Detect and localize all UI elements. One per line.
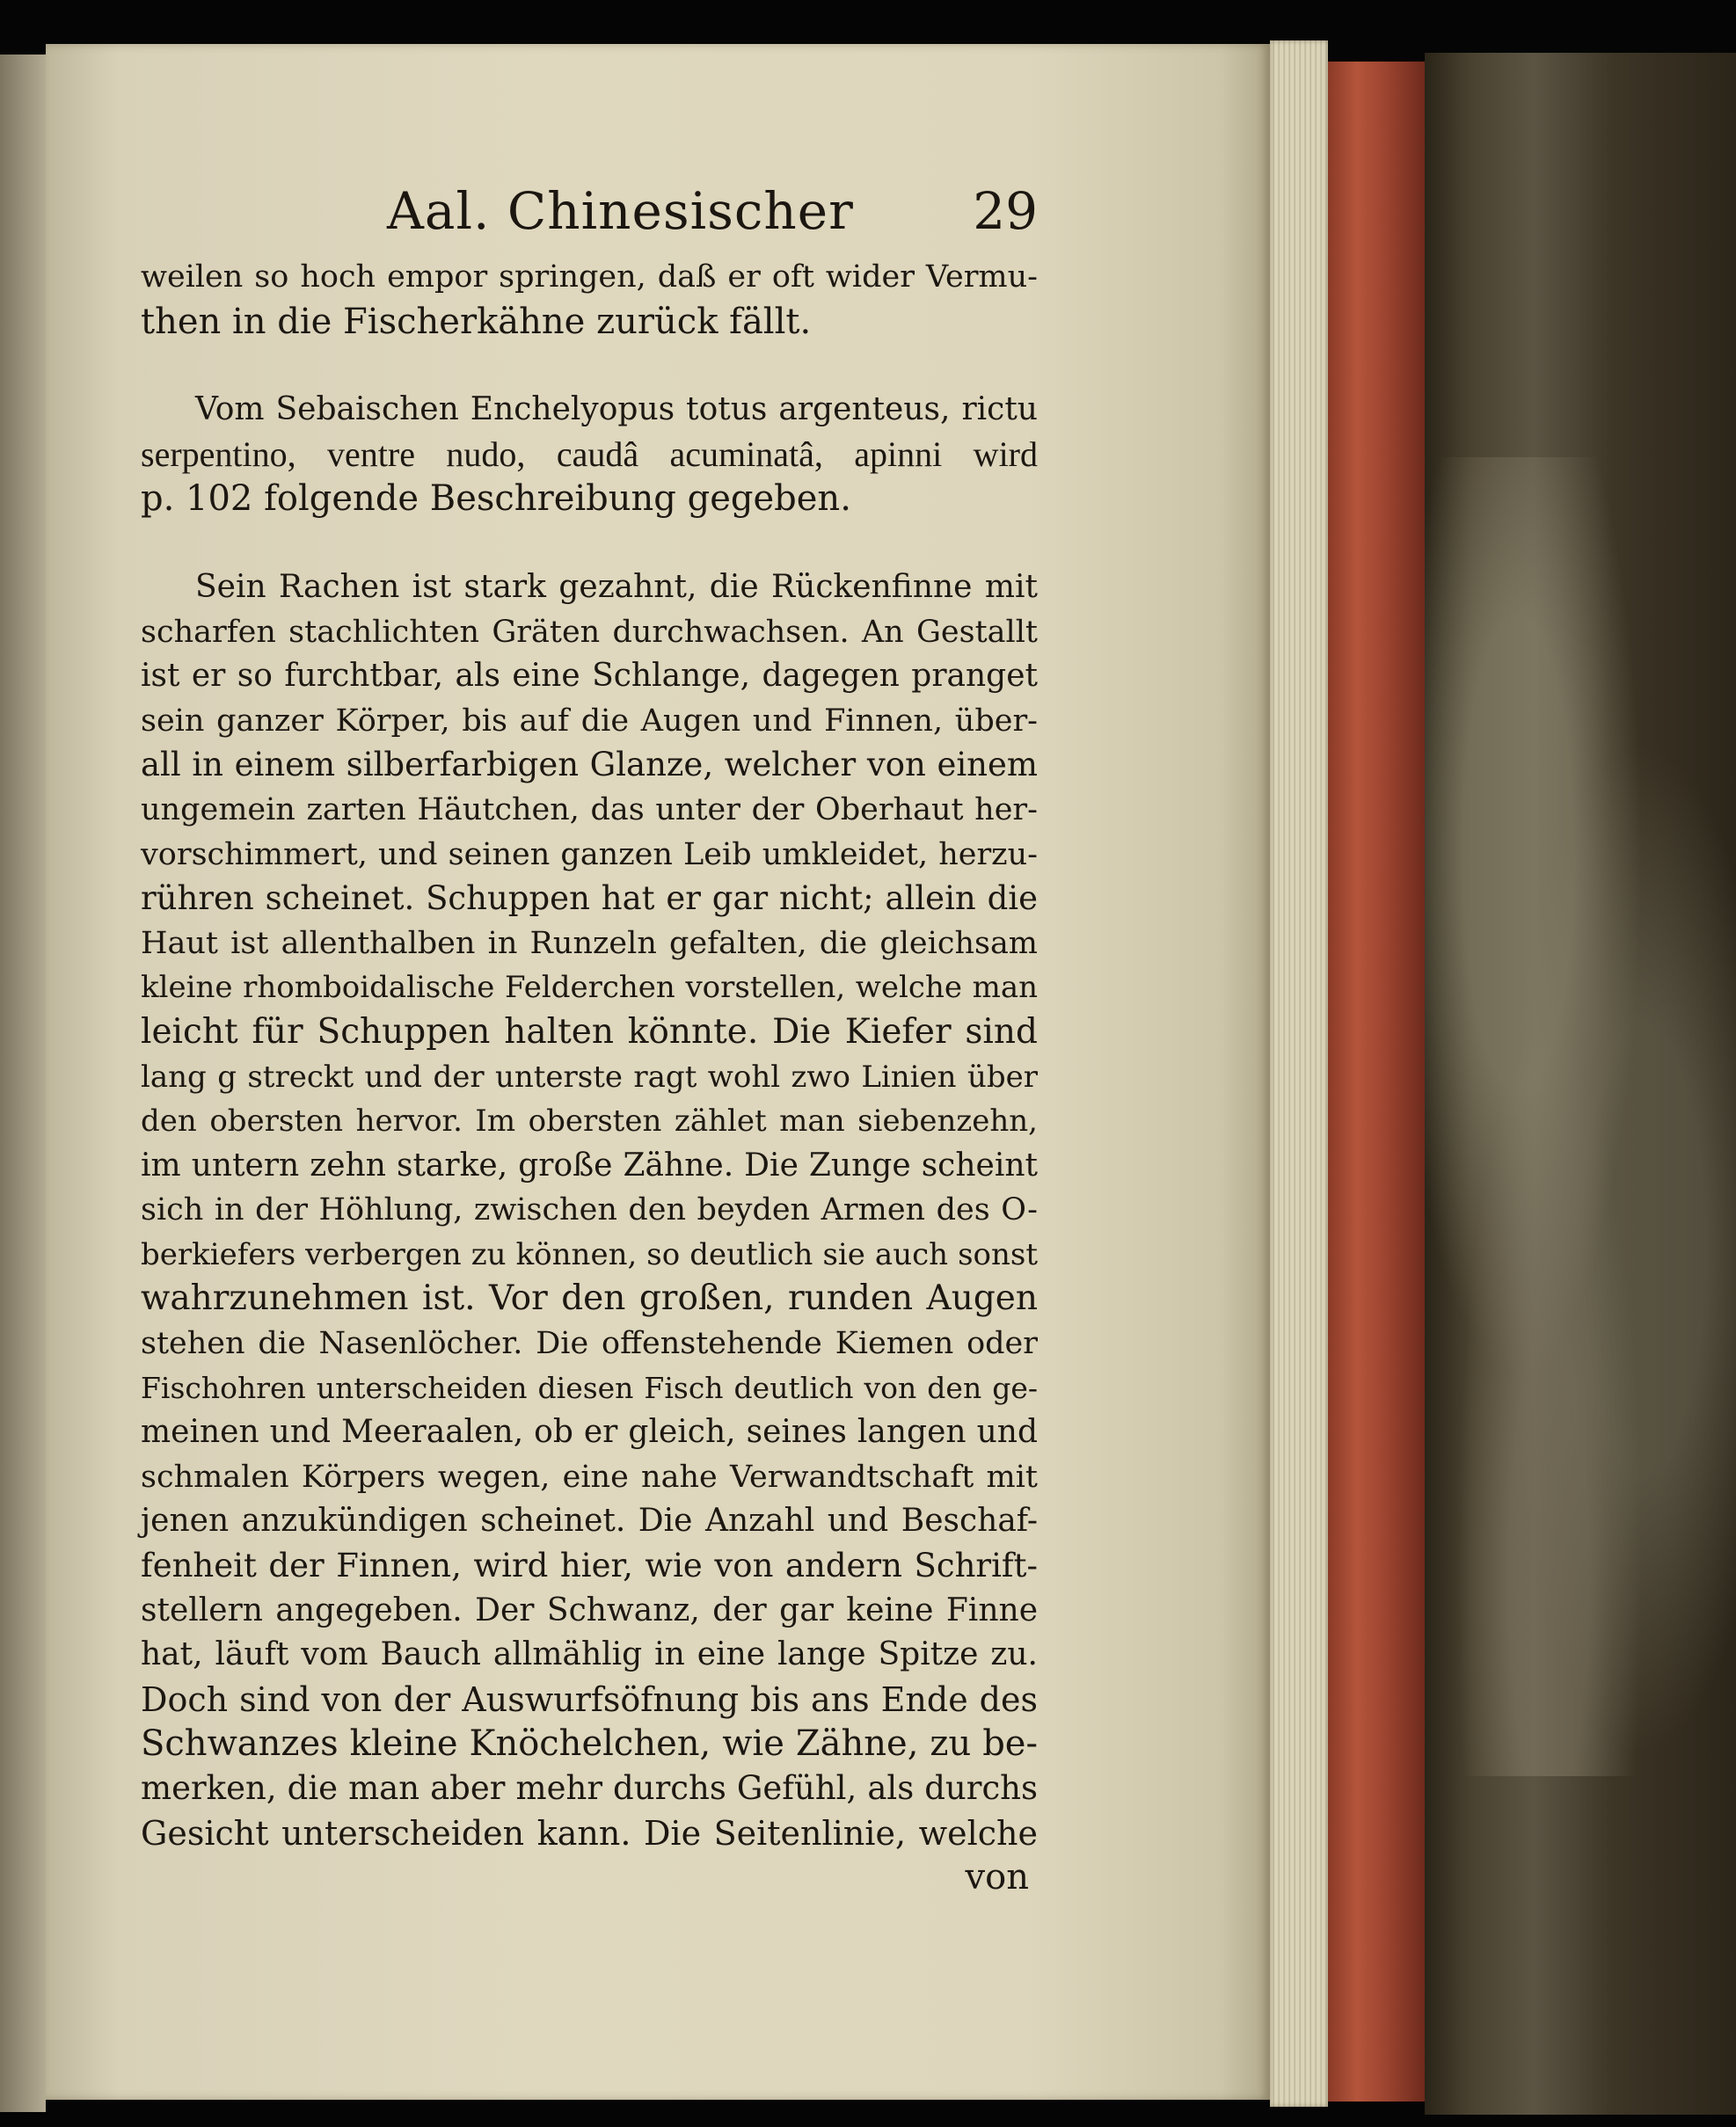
facing-page-edge [0, 55, 46, 2112]
text-line: kleine rhomboidalische Felderchen vorstellen, welche man [141, 970, 1038, 1006]
running-title: Aal. Chinesischer [387, 181, 854, 241]
text-line: schmalen Körpers wegen, eine nahe Verwandtschaft mit [141, 1459, 1038, 1495]
text-line: Haut ist allenthalben in Runzeln gefalten, die gleichsam [141, 925, 1038, 961]
text-line: scharfen stachlichten Gräten durchwachsen. An Gestallt [141, 614, 1038, 650]
text-line: merken, die man aber mehr durchs Gefühl, als durchs [141, 1769, 1038, 1807]
body-text [141, 255, 1038, 1900]
marbled-cover-paper [1425, 457, 1736, 1776]
text-line: all in einem silberfarbigen Glanze, welcher von einem [141, 746, 1038, 784]
text-line: meinen und Meeraalen, ob er gleich, seines langen und [141, 1414, 1038, 1451]
text-line: leicht für Schuppen halten könnte. Die Kiefer sind [141, 1011, 1038, 1052]
text-line: ungemein zarten Häutchen, das unter der Oberhaut her- [141, 791, 1038, 827]
text-line: ist er so furchtbar, als eine Schlange, dagegen pranget [141, 658, 1038, 695]
text-line: im untern zehn starke, große Zähne. Die Zunge scheint [141, 1147, 1038, 1184]
text-line: stellern angegeben. Der Schwanz, der gar keine Finne [141, 1592, 1038, 1628]
catchword: von [965, 1857, 1029, 1898]
text-line: serpentino, ventre nudo, caudâ acuminatâ, apinni wird [141, 433, 1038, 474]
text-line: den obersten hervor. Im obersten zählet man siebenzehn, [141, 1104, 1038, 1140]
text-line: wahrzunehmen ist. Vor den großen, runden Augen [141, 1278, 1038, 1319]
text-line: sich in der Höhlung, zwischen den beyden Armen des O- [141, 1192, 1038, 1228]
text-line: Schwanzes kleine Knöchelchen, wie Zähne, zu be- [141, 1723, 1038, 1765]
page-header [132, 171, 1038, 251]
text-line: Sein Rachen ist stark gezahnt, die Rückenfinne mit [195, 568, 1038, 605]
page-block-edges [1270, 40, 1328, 2107]
text-line: Fischohren unterscheiden diesen Fisch deutlich von den ge- [141, 1370, 1038, 1405]
text-line: then in die Fischerkähne zurück fällt. [141, 301, 812, 342]
text-line: jenen anzukündigen scheinet. Die Anzahl und Beschaf- [141, 1503, 1038, 1540]
text-line: weilen so hoch empor springen, daß er oft wider Vermu- [141, 259, 1038, 295]
text-line: Doch sind von der Auswurfsöfnung bis ans Ende des [141, 1679, 1038, 1719]
text-line: fenheit der Finnen, wird hier, wie von andern Schrift- [141, 1547, 1038, 1585]
text-line: sein ganzer Körper, bis auf die Augen und Finnen, über- [141, 703, 1038, 739]
red-gilt-edge [1328, 62, 1425, 2102]
text-line: hat, läuft vom Bauch allmählig in eine lange Spitze zu. [141, 1636, 1038, 1673]
text-line: p. 102 folgende Beschreibung gegeben. [141, 478, 851, 520]
text-line: stehen die Nasenlöcher. Die offenstehende Kiemen oder [141, 1326, 1038, 1362]
text-line: lang g streckt und der unterste ragt wohl zwo Linien über [141, 1059, 1038, 1095]
page-number: 29 [973, 181, 1038, 241]
text-line: vorschimmert, und seinen ganzen Leib umkleidet, herzu- [141, 836, 1038, 872]
text-line: Gesicht unterscheiden kann. Die Seitenlinie, welche [141, 1813, 1038, 1853]
text-line: rühren scheinet. Schuppen hat er gar nicht; allein die [141, 879, 1038, 918]
text-line: berkiefers verbergen zu können, so deutlich sie auch sonst [141, 1236, 1038, 1272]
text-line: Vom Sebaischen Enchelyopus totus argenteus, rictu [195, 391, 1038, 428]
